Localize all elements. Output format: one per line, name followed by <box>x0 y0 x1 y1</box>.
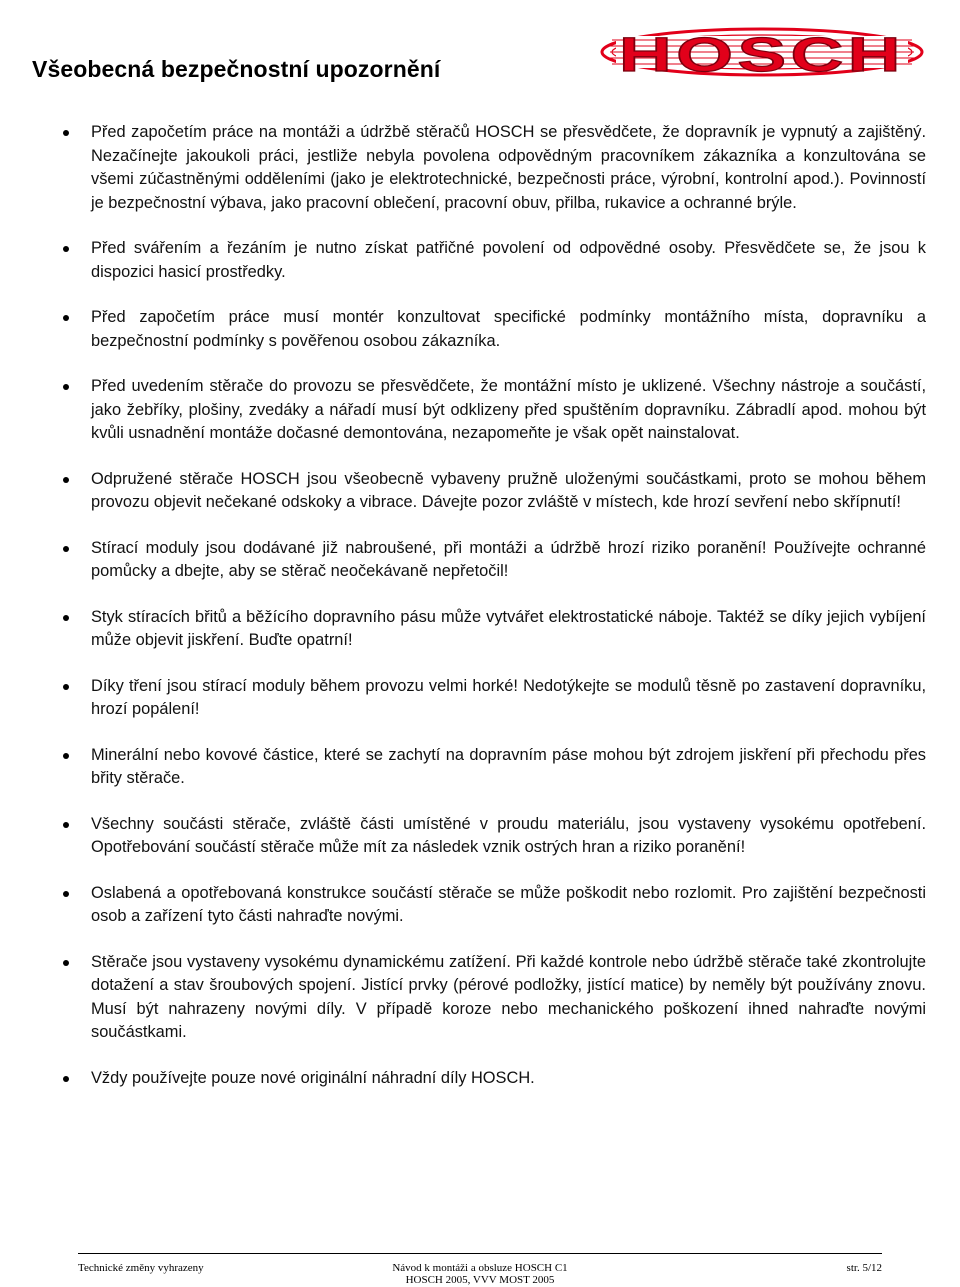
hosch-logo <box>598 26 926 78</box>
safety-notice-text: Stírací moduly jsou dodávané již nabroušené, při montáži a údržbě hrozí riziko poranění! Používejte ochranné pomůcky a dbejte, aby se stěrač neočekávaně nepřetočil! <box>91 538 926 580</box>
bullet-icon <box>63 315 69 321</box>
safety-notice-text: Oslabená a opotřebovaná konstrukce součástí stěrače se může poškodit nebo rozlomit. Pro zajištění bezpečnosti osob a zařízení tyto části nahraďte novými. <box>91 883 926 925</box>
safety-notice-list <box>0 121 960 1112</box>
safety-notice-text: Před uvedením stěrače do provozu se přesvědčete, že montážní místo je uklizené. Všechny nástroje a součástí, jako žebříky, plošiny, zvedáky a nářadí musí být odklizeny před spuštěním dopravníku. Zábradlí apod. mohou být kvůli usnadnění montáže dočasné demontována, nezapomeňte je však opět nainstalovat. <box>91 377 926 442</box>
bullet-icon <box>63 960 69 966</box>
safety-notice-item <box>0 375 960 446</box>
svg-text:HOSCH: HOSCH <box>619 29 905 78</box>
bullet-icon <box>63 891 69 897</box>
safety-notice-item <box>0 306 960 353</box>
safety-notice-item <box>0 537 960 584</box>
bullet-icon <box>63 1076 69 1082</box>
footer-copyright: HOSCH 2005, VVV MOST 2005 <box>405 1274 555 1286</box>
safety-notice-item <box>0 813 960 860</box>
footer-document-name: Návod k montáži a obsluze HOSCH C1 <box>392 1262 568 1274</box>
bullet-icon <box>63 477 69 483</box>
safety-notice-text: Minerální nebo kovové částice, které se zachytí na dopravním páse mohou být zdrojem jiskření při přechodu přes břity stěrače. <box>91 745 926 787</box>
footer-rule <box>78 1253 882 1254</box>
safety-notice-text: Všechny součásti stěrače, zvláště části umístěné v proudu materiálu, jsou vystaveny vysokému opotřebení. Opotřebování součástí stěrače může mít za následek vznik ostrých hran a riziko poranění! <box>91 814 926 856</box>
safety-notice-item <box>0 744 960 791</box>
safety-notice-text: Před svářením a řezáním je nutno získat patřičné povolení od odpovědné osoby. Přesvědčete se, že jsou k dispozici hasicí prostředky. <box>91 239 926 281</box>
safety-notice-text: Odpružené stěrače HOSCH jsou všeobecně vybaveny pružně uloženými součástkami, proto se mohou během provozu objevit nečekané odskoky a vibrace. Dávejte pozor zvláště v místech, kde hrozí sevření nebo skřípnutí! <box>91 469 926 511</box>
bullet-icon <box>63 130 69 136</box>
safety-notice-item <box>0 606 960 653</box>
bullet-icon <box>63 384 69 390</box>
footer-page-number: str. 5/12 <box>846 1262 882 1274</box>
safety-notice-item <box>0 1067 960 1091</box>
safety-notice-item <box>0 882 960 929</box>
safety-notice-item <box>0 121 960 215</box>
bullet-icon <box>63 822 69 828</box>
safety-notice-text: Styk stíracích břitů a běžícího dopravního pásu může vytvářet elektrostatické náboje. Taktéž se díky jejich vybíjení může objevit jiskření. Buďte opatrní! <box>91 607 926 649</box>
safety-notice-text: Vždy používejte pouze nové originální náhradní díly HOSCH. <box>91 1068 535 1087</box>
safety-notice-item <box>0 951 960 1045</box>
bullet-icon <box>63 615 69 621</box>
bullet-icon <box>63 246 69 252</box>
safety-notice-text: Díky tření jsou stírací moduly během provozu velmi horké! Nedotýkejte se modulů těsně po zastavení dopravníku, hrozí popálení! <box>91 676 926 718</box>
footer-disclaimer: Technické změny vyhrazeny <box>78 1262 204 1274</box>
page-title: Všeobecná bezpečnostní upozornění <box>32 56 441 82</box>
footer-document-title <box>372 1262 588 1286</box>
safety-notice-item <box>0 675 960 722</box>
safety-notice-text: Před započetím práce na montáži a údržbě stěračů HOSCH se přesvědčete, že dopravník je vypnutý a zajištěný. Nezačínejte jakoukoli práci, jestliže nebyla povolena odpovědným pracovníkem zákazníka a konzultována se všemi zúčastněnými odděleními (jako je elektrotechnické, bezpečnosti práce, výrobní, kontrolní apod.). Povinností je bezpečnostní výbava, jako pracovní oblečení, pracovní obuv, přilba, rukavice a ochranné brýle. <box>91 123 926 212</box>
bullet-icon <box>63 546 69 552</box>
safety-notice-item <box>0 468 960 515</box>
bullet-icon <box>63 684 69 690</box>
bullet-icon <box>63 753 69 759</box>
safety-notice-item <box>0 237 960 284</box>
safety-notice-text: Stěrače jsou vystaveny vysokému dynamickému zatížení. Při každé kontrole nebo údržbě stěrače také zkontrolujte dotažení a stav šroubových spojení. Jistící prvky (pérové podložky, jistící matice) by neměly být používány znovu. Musí být nahrazeny novými díly. V případě koroze nebo mechanického poškození ihned nahraďte novými součástkami. <box>91 952 926 1041</box>
safety-notice-text: Před započetím práce musí montér konzultovat specifické podmínky montážního místa, dopravníku a bezpečnostní podmínky s pověřenou osobou zákazníka. <box>91 308 926 350</box>
